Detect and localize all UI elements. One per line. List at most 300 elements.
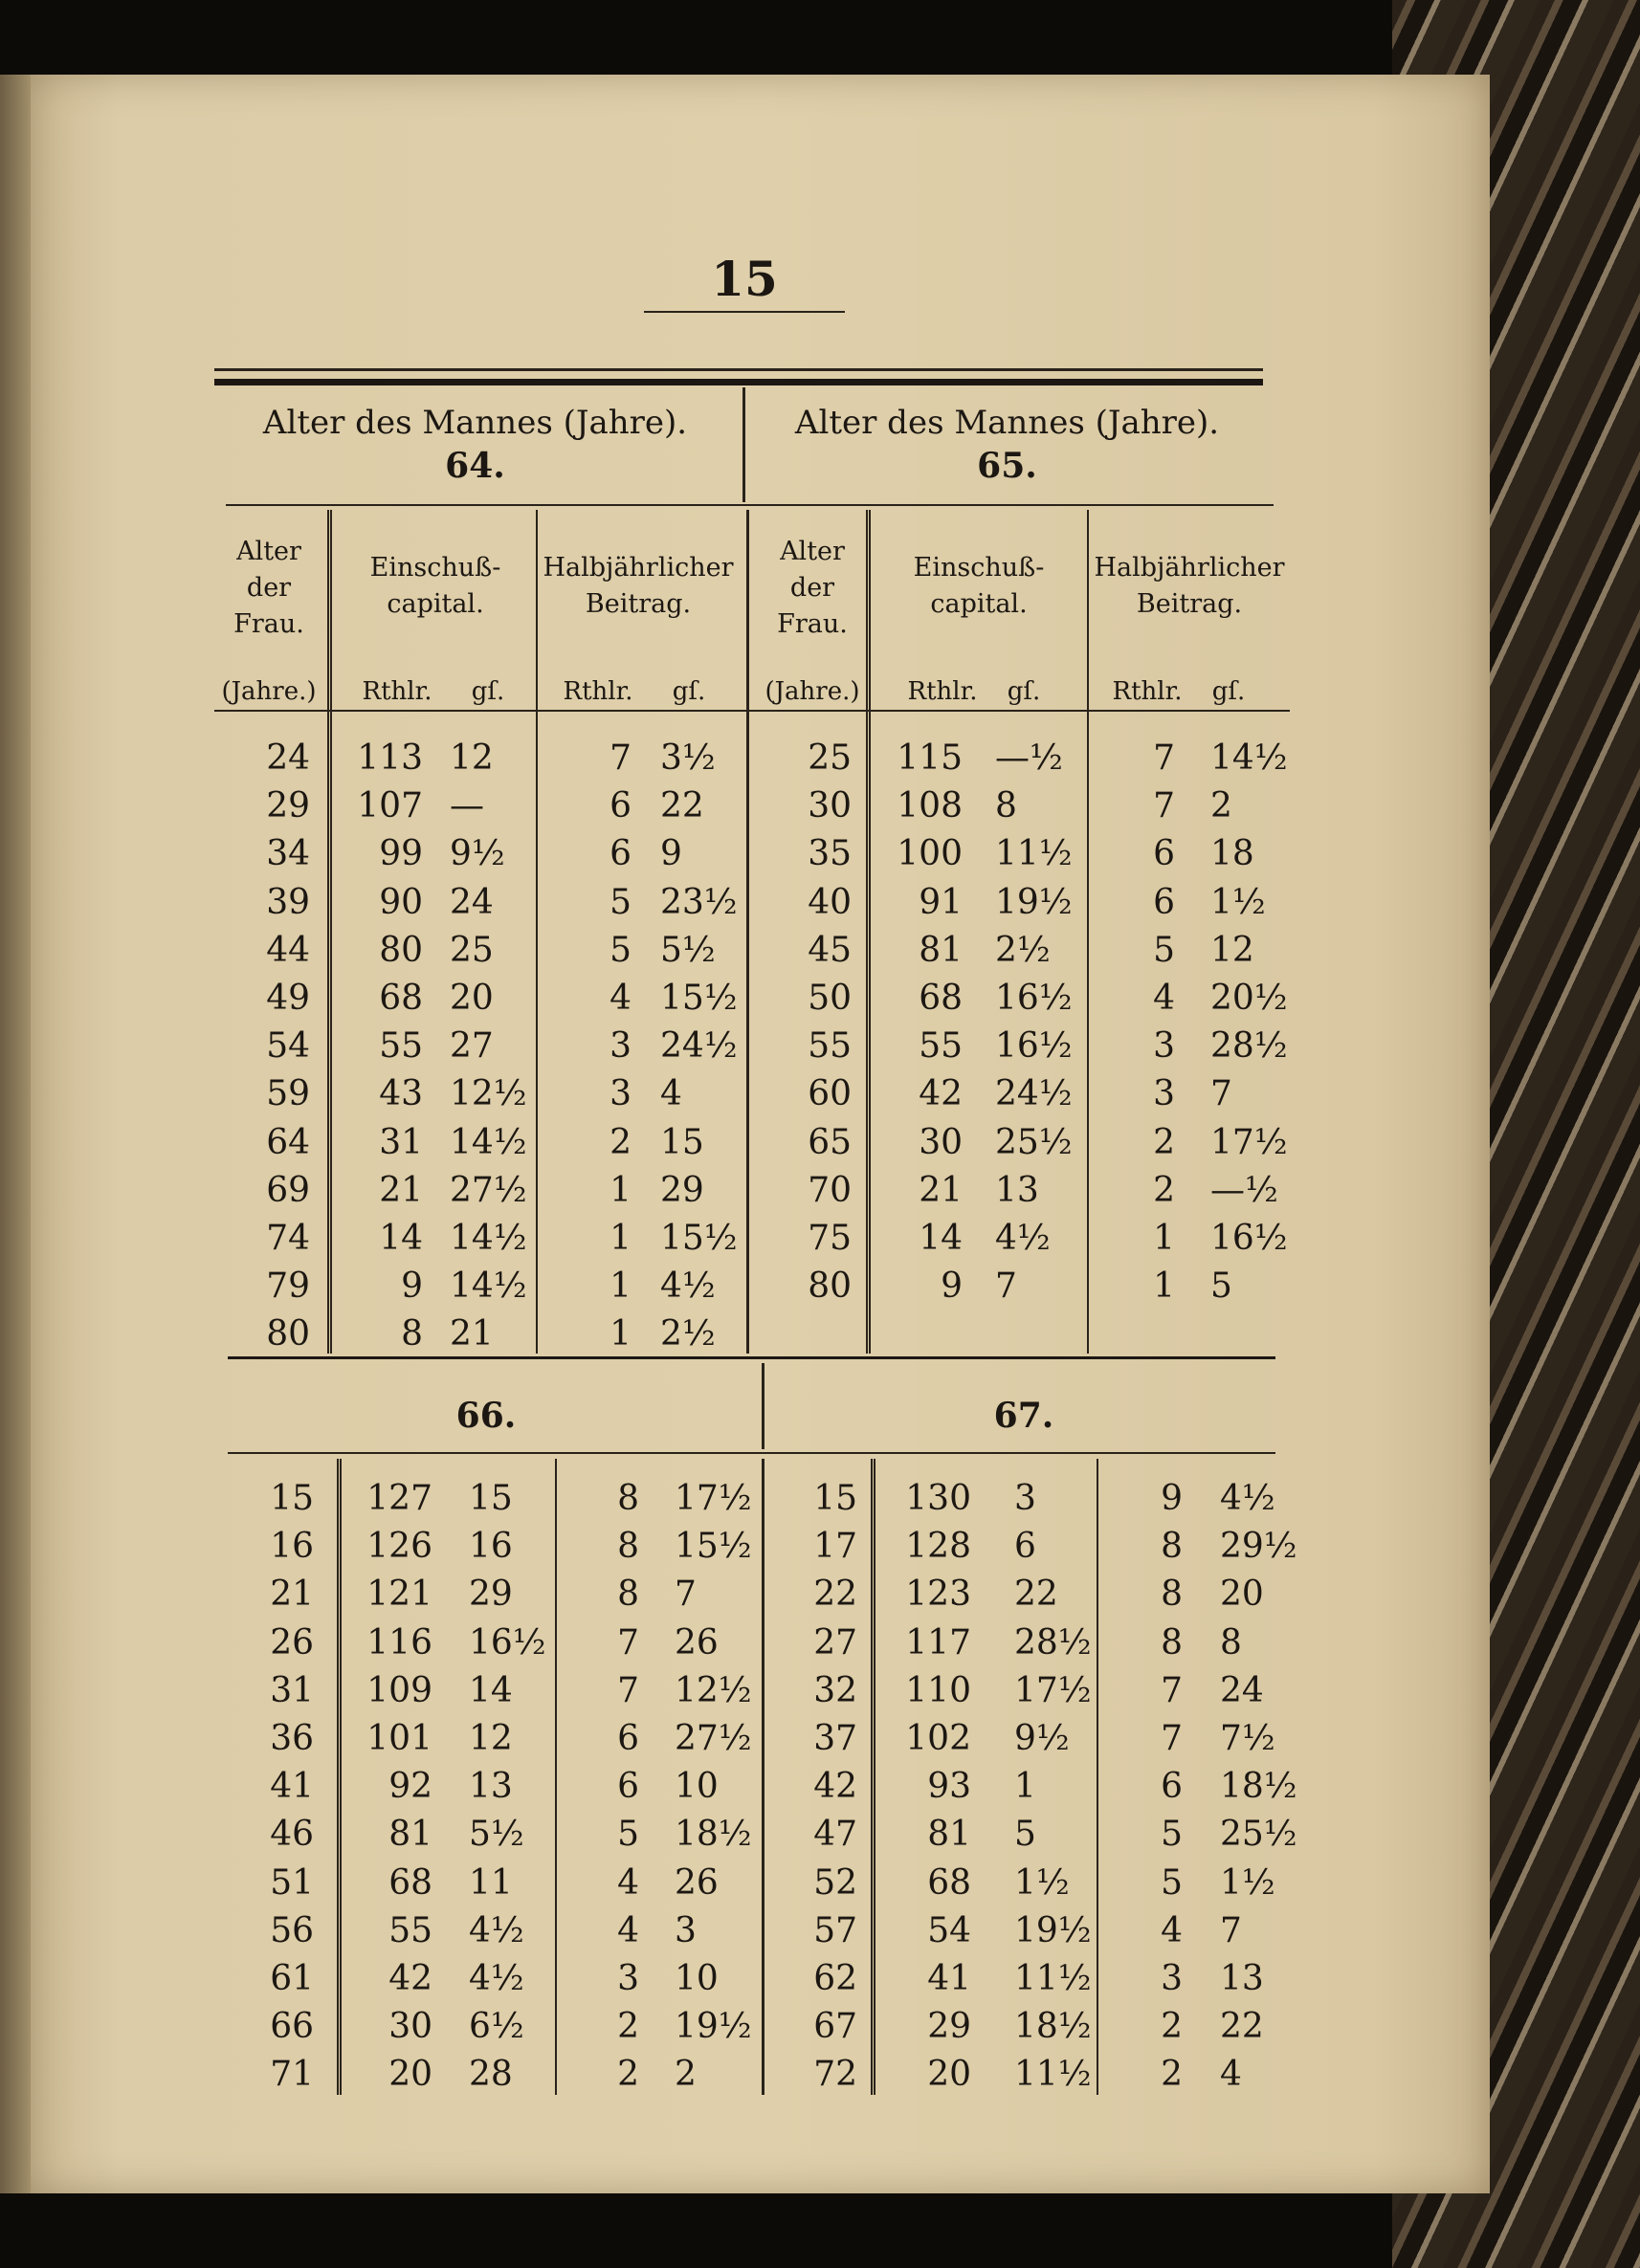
- cell: 60: [808, 1074, 852, 1114]
- cell: 130: [905, 1479, 971, 1518]
- cell: 8: [1161, 1574, 1183, 1615]
- cell: 5: [1014, 1815, 1036, 1855]
- cell: 11½: [995, 834, 1073, 874]
- cell: 4: [660, 1074, 682, 1114]
- cell: 68: [927, 1862, 971, 1903]
- cell: 8: [617, 1479, 639, 1518]
- cell: 3: [609, 1074, 632, 1114]
- cell: 29½: [1220, 1527, 1297, 1567]
- unit-rthlr-con-left: Rthlr.: [563, 677, 633, 706]
- cell: 16½: [469, 1622, 546, 1662]
- cell: 56: [270, 1910, 314, 1950]
- cell: 20: [450, 978, 494, 1018]
- cell: 7: [617, 1622, 639, 1662]
- unit-rthlr-cap-left: Rthlr.: [362, 677, 432, 706]
- cell: 61: [270, 1958, 314, 1998]
- cell: 2: [675, 2055, 697, 2095]
- cell: 29: [660, 1170, 704, 1210]
- cell: 15: [469, 1479, 513, 1518]
- unit-gs-con-left: gſ.: [672, 677, 706, 706]
- upper-left-age: 64.: [445, 446, 505, 486]
- upper-right-age-divider: [866, 510, 871, 1354]
- cell: 110: [905, 1670, 971, 1710]
- cell: 113: [357, 738, 423, 778]
- cell: 1: [609, 1218, 632, 1258]
- cell: 14: [919, 1218, 963, 1258]
- page-number: 15: [711, 251, 778, 307]
- cell: 42: [813, 1767, 857, 1807]
- cell: 68: [388, 1862, 432, 1903]
- cell: 20: [927, 2055, 971, 2095]
- cell: 24: [1220, 1670, 1264, 1710]
- cell: 12½: [675, 1670, 752, 1710]
- cell: 123: [905, 1574, 971, 1615]
- cell: 9: [1161, 1479, 1183, 1518]
- page-number-rule: [644, 311, 845, 313]
- cell: 42: [388, 1958, 432, 1998]
- upper-unit-rule: [214, 710, 1290, 712]
- top-rule: [214, 368, 1263, 371]
- cell: 42: [919, 1074, 963, 1114]
- cell: 3½: [660, 738, 716, 778]
- unit-age-left: (Jahre.): [221, 677, 317, 706]
- cell: 69: [266, 1170, 310, 1210]
- cell: 54: [927, 1910, 971, 1950]
- cell: —½: [1210, 1170, 1278, 1210]
- upper-left-contrib-rthlr-column: [550, 735, 632, 1358]
- cell: 51: [270, 1862, 314, 1903]
- cell: 6: [1153, 834, 1175, 874]
- cell: 25: [450, 930, 494, 970]
- cell: 68: [919, 978, 963, 1018]
- cell: 1½: [1220, 1862, 1275, 1903]
- colhead-capital-left: Einschuß-capital.: [369, 553, 501, 619]
- upper-left-heading-label: Alter des Mannes (Jahre).: [262, 404, 688, 442]
- upper-left-age-divider: [327, 510, 332, 1354]
- colhead-capital-right: Einschuß-capital.: [913, 553, 1045, 619]
- cell: 29: [469, 1574, 513, 1615]
- cell: 12: [469, 1718, 513, 1758]
- cell: 6: [617, 1718, 639, 1758]
- cell: 4: [617, 1910, 639, 1950]
- cell: 13: [995, 1170, 1039, 1210]
- cell: 10: [675, 1767, 719, 1807]
- cell: 8: [401, 1314, 423, 1354]
- cell: 80: [379, 930, 423, 970]
- cell: 27: [450, 1026, 494, 1067]
- upper-right-contrib-rthlr-column: [1100, 735, 1175, 1310]
- cell: 5: [1153, 930, 1175, 970]
- cell: 21: [919, 1170, 963, 1210]
- cell: 15½: [675, 1527, 752, 1567]
- cell: 29: [927, 2007, 971, 2047]
- cell: 26: [270, 1622, 314, 1662]
- cell: 3: [675, 1910, 697, 1950]
- cell: 67: [813, 2007, 857, 2047]
- cell: 1: [1153, 1218, 1175, 1258]
- cell: 107: [357, 786, 423, 826]
- cell: 25½: [995, 1122, 1073, 1162]
- cell: 8: [1220, 1622, 1242, 1662]
- cell: 2: [1161, 2007, 1183, 2047]
- cell: 14: [379, 1218, 423, 1258]
- cell: 15: [270, 1479, 314, 1518]
- lower-left-age: 66.: [455, 1396, 517, 1436]
- section-divider-rule: [228, 1356, 1275, 1359]
- cell: 26: [675, 1622, 719, 1662]
- cell: 23½: [660, 882, 738, 922]
- unit-gs-cap-right: gſ.: [1007, 677, 1041, 706]
- cell: 9: [941, 1266, 963, 1307]
- upper-left-heading: [214, 404, 736, 486]
- lower-right-contrib-rthlr-column: [1110, 1475, 1183, 2099]
- cell: 28½: [1014, 1622, 1092, 1662]
- cell: 2½: [660, 1314, 716, 1354]
- cell: 55: [919, 1026, 963, 1067]
- cell: 4: [1161, 1910, 1183, 1950]
- cell: 2½: [995, 930, 1051, 970]
- upper-left-contrib-gs-column: [660, 735, 742, 1358]
- cell: 25½: [1220, 1815, 1297, 1855]
- cell: 90: [379, 882, 423, 922]
- cell: 101: [366, 1718, 432, 1758]
- cell: 74: [266, 1218, 310, 1258]
- cell: 15: [813, 1479, 857, 1518]
- upper-left-capital-divider: [536, 510, 538, 1354]
- cell: 24½: [660, 1026, 738, 1067]
- cell: 4½: [469, 1958, 524, 1998]
- upper-right-capital-divider: [1087, 510, 1089, 1354]
- cell: 7: [675, 1574, 697, 1615]
- cell: 25: [808, 738, 852, 778]
- cell: 81: [927, 1815, 971, 1855]
- cell: 57: [813, 1910, 857, 1950]
- unit-gs-con-right: gſ.: [1211, 677, 1246, 706]
- cell: 80: [266, 1314, 310, 1354]
- cell: 1: [1153, 1266, 1175, 1307]
- cell: 22: [1014, 1574, 1058, 1615]
- cell: 43: [379, 1074, 423, 1114]
- cell: 24½: [995, 1074, 1073, 1114]
- colhead-contrib-right: Halbjährlicher Beitrag.: [1094, 553, 1285, 619]
- cell: 46: [270, 1815, 314, 1855]
- cell: 3: [1014, 1479, 1036, 1518]
- lower-left-age-divider: [337, 1459, 342, 2095]
- cell: 18½: [675, 1815, 752, 1855]
- lower-right-capital-rthlr-column: [885, 1475, 971, 2099]
- upper-heading-divider: [742, 387, 745, 502]
- cell: 7: [1153, 738, 1175, 778]
- lower-left-capital-divider: [555, 1459, 557, 2095]
- cell: 6: [1153, 882, 1175, 922]
- cell: 44: [266, 930, 310, 970]
- cell: 14½: [450, 1266, 527, 1307]
- cell: 116: [366, 1622, 432, 1662]
- cell: 79: [266, 1266, 310, 1307]
- cell: 17½: [675, 1479, 752, 1518]
- cell: 21: [270, 1574, 314, 1615]
- cell: 28: [469, 2055, 513, 2095]
- cell: 1: [609, 1266, 632, 1307]
- cell: 3: [1161, 1958, 1183, 1998]
- cell: 11½: [1014, 2055, 1092, 2095]
- cell: 16½: [995, 1026, 1073, 1067]
- cell: 62: [813, 1958, 857, 1998]
- lower-left-capital-rthlr-column: [346, 1475, 432, 2099]
- cell: 128: [905, 1527, 971, 1567]
- cell: 17½: [1210, 1122, 1288, 1162]
- lower-left-contrib-rthlr-column: [565, 1475, 639, 2099]
- cell: 7: [609, 738, 632, 778]
- cell: 26: [675, 1862, 719, 1903]
- cell: 75: [808, 1218, 852, 1258]
- lower-right-contrib-gs-column: [1220, 1475, 1306, 2099]
- lower-right-age-column: [762, 1475, 857, 2099]
- cell: 4: [1153, 978, 1175, 1018]
- cell: 99: [379, 834, 423, 874]
- cell: 2: [1153, 1170, 1175, 1210]
- cell: 22: [660, 786, 704, 826]
- cell: 72: [813, 2055, 857, 2095]
- lower-left-age-column: [222, 1475, 314, 2099]
- cell: 15: [660, 1122, 704, 1162]
- cell: 18½: [1014, 2007, 1092, 2047]
- cell: 1: [609, 1170, 632, 1210]
- cell: 31: [379, 1122, 423, 1162]
- cell: 13: [1220, 1958, 1264, 1998]
- cell: 81: [919, 930, 963, 970]
- cell: 8: [1161, 1527, 1183, 1567]
- upper-right-heading-label: Alter des Mannes (Jahre).: [794, 404, 1220, 442]
- cell: 102: [905, 1718, 971, 1758]
- cell: 28½: [1210, 1026, 1288, 1067]
- colhead-age-right: Alter der Frau.: [777, 537, 848, 639]
- cell: 24: [266, 738, 310, 778]
- cell: 1½: [1014, 1862, 1070, 1903]
- cell: 1½: [1210, 882, 1266, 922]
- cell: 10: [675, 1958, 719, 1998]
- cell: 71: [270, 2055, 314, 2095]
- cell: 39: [266, 882, 310, 922]
- cell: 16: [270, 1527, 314, 1567]
- cell: 100: [897, 834, 963, 874]
- cell: 121: [366, 1574, 432, 1615]
- lower-right-age: 67.: [993, 1396, 1054, 1436]
- top-rule-thick: [214, 379, 1263, 385]
- cell: 7: [1161, 1670, 1183, 1710]
- cell: 5: [609, 930, 632, 970]
- cell: 34: [266, 834, 310, 874]
- cell: 16½: [1210, 1218, 1288, 1258]
- cell: 7½: [1220, 1718, 1275, 1758]
- cell: 6: [1014, 1527, 1036, 1567]
- cell: 32: [813, 1670, 857, 1710]
- cell: 93: [927, 1767, 971, 1807]
- cell: 4½: [660, 1266, 716, 1307]
- cell: 4: [617, 1862, 639, 1903]
- cell: 36: [270, 1718, 314, 1758]
- cell: 20½: [1210, 978, 1288, 1018]
- cell: 6: [1161, 1767, 1183, 1807]
- cell: 6½: [469, 2007, 524, 2047]
- cell: 7: [1153, 786, 1175, 826]
- cell: 7: [1220, 1910, 1242, 1950]
- cell: 41: [270, 1767, 314, 1807]
- colhead-contrib-left: Halbjährlicher Beitrag.: [543, 553, 734, 619]
- cell: 15½: [660, 1218, 738, 1258]
- cell: 8: [995, 786, 1017, 826]
- cell: 14½: [1210, 738, 1288, 778]
- cell: 11½: [1014, 1958, 1092, 1998]
- cell: 55: [379, 1026, 423, 1067]
- cell: 7: [1210, 1074, 1232, 1114]
- lower-left-contrib-gs-column: [675, 1475, 759, 2099]
- cell: 7: [617, 1670, 639, 1710]
- cell: 30: [919, 1122, 963, 1162]
- cell: 19½: [995, 882, 1073, 922]
- cell: 9: [660, 834, 682, 874]
- cell: —: [450, 786, 484, 826]
- lower-left-heading: [228, 1392, 744, 1436]
- cell: 126: [366, 1527, 432, 1567]
- cell: 31: [270, 1670, 314, 1710]
- cell: 4½: [995, 1218, 1051, 1258]
- cell: 22: [813, 1574, 857, 1615]
- colhead-age-left: Alter der Frau.: [233, 537, 304, 639]
- cell: 19½: [675, 2007, 752, 2047]
- cell: 21: [379, 1170, 423, 1210]
- upper-right-age: 65.: [977, 446, 1037, 486]
- cell: 5: [1161, 1862, 1183, 1903]
- cell: 4½: [469, 1910, 524, 1950]
- cell: 5½: [660, 930, 716, 970]
- cell: 14½: [450, 1122, 527, 1162]
- cell: 2: [1161, 2055, 1183, 2095]
- cell: 2: [1153, 1122, 1175, 1162]
- cell: 12½: [450, 1074, 527, 1114]
- cell: 27: [813, 1622, 857, 1662]
- upper-middle-divider: [746, 510, 749, 1354]
- unit-gs-cap-left: gſ.: [471, 677, 505, 706]
- cell: 109: [366, 1670, 432, 1710]
- upper-right-heading: [746, 404, 1268, 486]
- cell: 55: [388, 1910, 432, 1950]
- cell: 9½: [1014, 1718, 1070, 1758]
- cell: 68: [379, 978, 423, 1018]
- upper-right-age-column: [756, 735, 852, 1310]
- cell: 65: [808, 1122, 852, 1162]
- lower-heading-divider: [762, 1363, 765, 1449]
- cell: 14½: [450, 1218, 527, 1258]
- cell: 22: [1220, 2007, 1264, 2047]
- cell: 8: [1161, 1622, 1183, 1662]
- upper-left-capital-gs-column: [450, 735, 531, 1358]
- cell: 17½: [1014, 1670, 1092, 1710]
- cell: 7: [1161, 1718, 1183, 1758]
- cell: 7: [995, 1266, 1017, 1307]
- cell: 6: [609, 834, 632, 874]
- unit-rthlr-con-right: Rthlr.: [1112, 677, 1183, 706]
- cell: 30: [388, 2007, 432, 2047]
- cell: 1: [609, 1314, 632, 1354]
- upper-left-capital-rthlr-column: [337, 735, 423, 1358]
- upper-right-capital-rthlr-column: [880, 735, 963, 1310]
- cell: 15½: [660, 978, 738, 1018]
- cell: 2: [1210, 786, 1232, 826]
- cell: 16½: [995, 978, 1073, 1018]
- cell: 41: [927, 1958, 971, 1998]
- cell: 81: [388, 1815, 432, 1855]
- cell: 9: [401, 1266, 423, 1307]
- lower-left-capital-gs-column: [469, 1475, 553, 2099]
- cell: 80: [808, 1266, 852, 1307]
- cell: 59: [266, 1074, 310, 1114]
- cell: 18½: [1220, 1767, 1297, 1807]
- cell: 5½: [469, 1815, 524, 1855]
- lower-right-age-divider: [871, 1459, 875, 2095]
- cell: 40: [808, 882, 852, 922]
- cell: 2: [617, 2055, 639, 2095]
- cell: 66: [270, 2007, 314, 2047]
- cell: 8: [617, 1574, 639, 1615]
- cell: 47: [813, 1815, 857, 1855]
- cell: 2: [617, 2007, 639, 2047]
- cell: 4: [609, 978, 632, 1018]
- cell: 17: [813, 1527, 857, 1567]
- cell: 108: [897, 786, 963, 826]
- cell: 5: [609, 882, 632, 922]
- lower-right-heading: [765, 1392, 1282, 1436]
- unit-age-right: (Jahre.): [765, 677, 860, 706]
- cell: 70: [808, 1170, 852, 1210]
- cell: 115: [897, 738, 963, 778]
- lower-right-capital-gs-column: [1014, 1475, 1095, 2099]
- cell: 29: [266, 786, 310, 826]
- cell: 3: [1153, 1074, 1175, 1114]
- upper-right-capital-gs-column: [995, 735, 1083, 1310]
- cell: 11: [469, 1862, 513, 1903]
- cell: 54: [266, 1026, 310, 1067]
- cell: 50: [808, 978, 852, 1018]
- cell: 1: [1014, 1767, 1036, 1807]
- cell: 12: [1210, 930, 1254, 970]
- cell: 117: [905, 1622, 971, 1662]
- cell: 3: [617, 1958, 639, 1998]
- cell: 49: [266, 978, 310, 1018]
- cell: 6: [609, 786, 632, 826]
- cell: 27½: [450, 1170, 527, 1210]
- cell: 9½: [450, 834, 505, 874]
- cell: 20: [388, 2055, 432, 2095]
- cell: 2: [609, 1122, 632, 1162]
- cell: 8: [617, 1527, 639, 1567]
- cell: 52: [813, 1862, 857, 1903]
- upper-heading-rule: [226, 504, 1274, 506]
- cell: 13: [469, 1767, 513, 1807]
- cell: 5: [617, 1815, 639, 1855]
- lower-right-capital-divider: [1097, 1459, 1098, 2095]
- cell: 6: [617, 1767, 639, 1807]
- cell: 14: [469, 1670, 513, 1710]
- cell: —½: [995, 738, 1063, 778]
- cell: 55: [808, 1026, 852, 1067]
- upper-left-age-column: [212, 735, 310, 1358]
- cell: 30: [808, 786, 852, 826]
- cell: 45: [808, 930, 852, 970]
- cell: 92: [388, 1767, 432, 1807]
- book-spine-shadow: [0, 75, 34, 2193]
- cell: 5: [1210, 1266, 1232, 1307]
